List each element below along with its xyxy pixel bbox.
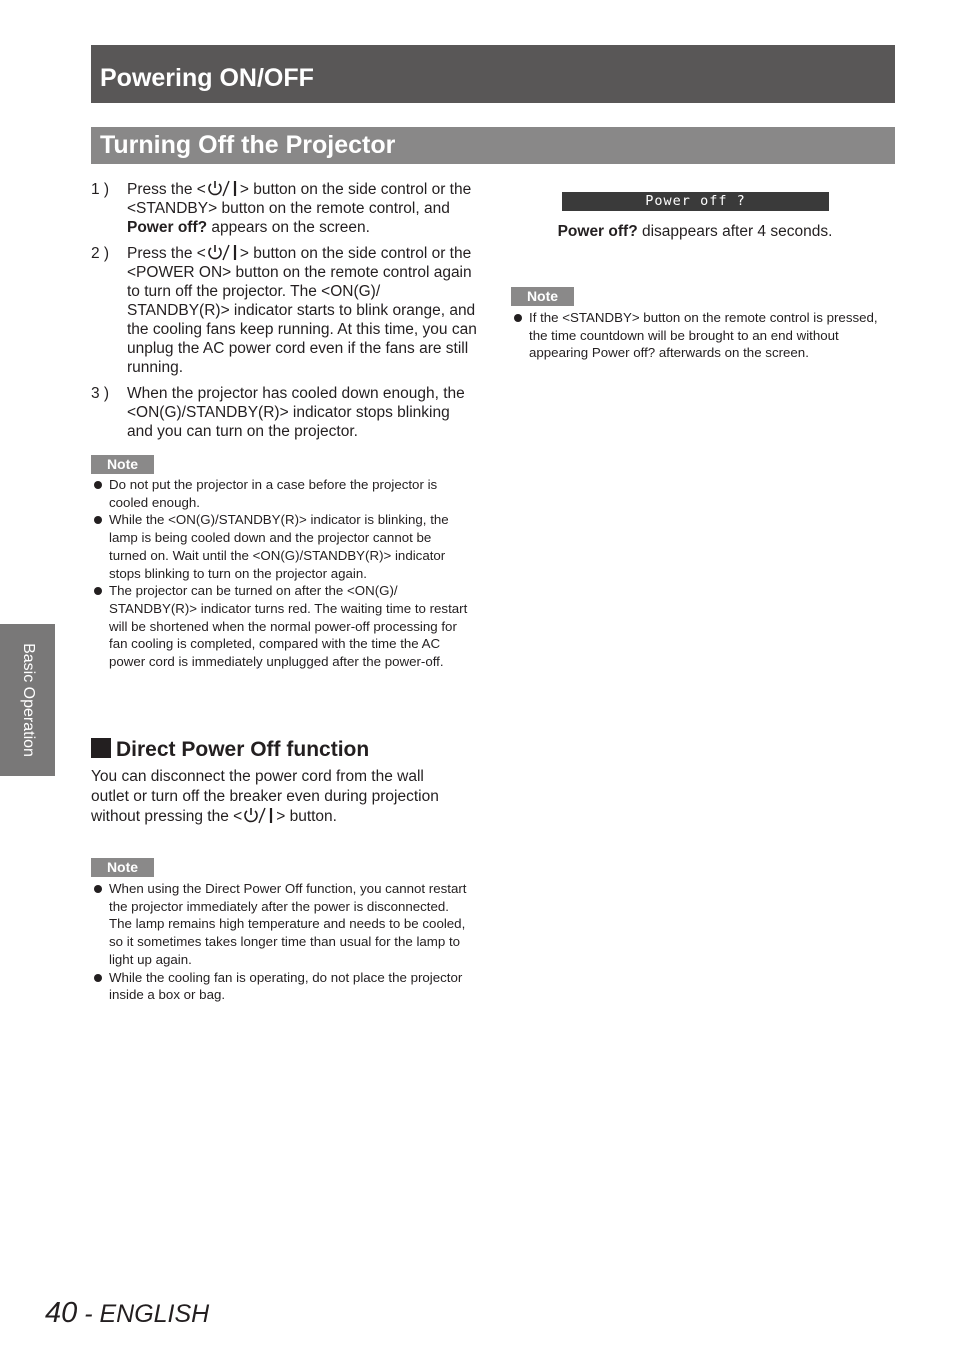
power-icon bbox=[206, 180, 240, 197]
direct-power-heading: Direct Power Off function bbox=[91, 738, 369, 762]
step-2 bbox=[91, 244, 481, 379]
power-icon bbox=[242, 807, 276, 824]
step-text: Press the < > button on the side control or the <POWER ON> button on the remote control again to turn off the projector. The <ON(G)/ STANDBY(R)> indicator starts to blink orange, and the cooling fans keep running. At this time, you can unplug the AC power cord even if the fans are still running. bbox=[127, 245, 477, 376]
section-title: Powering ON/OFF bbox=[100, 64, 314, 92]
power-icon bbox=[206, 244, 240, 261]
section-title-bar bbox=[91, 45, 895, 103]
step-1 bbox=[91, 180, 481, 240]
osd-caption: Power off? disappears after 4 seconds. bbox=[557, 223, 833, 240]
step-text: Press the < > button on the side control or the <STANDBY> button on the remote control, and Power off? appears on the screen. bbox=[127, 181, 472, 236]
note-item: When using the Direct Power Off function, you cannot restart the projector immediately after the power is disconnected. The lamp remains high temperature and needs to be cooled, so it sometimes takes longer time than usual for the lamp to light up again. bbox=[91, 880, 471, 969]
page-footer bbox=[45, 1297, 209, 1330]
side-tab-label: Basic Operation bbox=[19, 643, 37, 757]
step-number: 3 ) bbox=[91, 385, 110, 402]
page-number: 40 bbox=[45, 1297, 78, 1329]
step-text: When the projector has cooled down enough, the <ON(G)/STANDBY(R)> indicator stops blinking and you can turn on the projector. bbox=[127, 385, 465, 440]
note-label: Note bbox=[91, 455, 154, 474]
note-label: Note bbox=[91, 858, 154, 877]
osd-power-off-prompt: Power off ? bbox=[562, 192, 829, 211]
note-item: Do not put the projector in a case before the projector is cooled enough. bbox=[91, 476, 471, 511]
note-item: While the cooling fan is operating, do not place the projector inside a box or bag. bbox=[91, 969, 471, 1004]
subsection-title-bar bbox=[91, 127, 895, 164]
note-list bbox=[91, 880, 471, 1004]
step-number: 2 ) bbox=[91, 245, 110, 262]
direct-power-text: You can disconnect the power cord from the wall outlet or turn off the breaker even during projection without pressing the < > button. bbox=[91, 768, 439, 825]
square-bullet-icon bbox=[91, 738, 111, 758]
note-list bbox=[91, 476, 471, 671]
note-list bbox=[511, 309, 891, 362]
note-item: While the <ON(G)/STANDBY(R)> indicator is blinking, the lamp is being cooled down and the projector cannot be turned on. Wait until the <ON(G)/STANDBY(R)> indicator stops blinking to turn on the projector again. bbox=[91, 511, 471, 582]
side-tab bbox=[0, 624, 55, 776]
subsection-title: Turning Off the Projector bbox=[100, 131, 396, 159]
step-3 bbox=[91, 384, 481, 444]
page-language: - ENGLISH bbox=[77, 1300, 210, 1328]
note-label: Note bbox=[511, 287, 574, 306]
note-item: The projector can be turned on after the <ON(G)/ STANDBY(R)> indicator turns red. The waiting time to restart will be shortened when the normal power-off processing for fan cooling is completed, compared with the time the AC power cord is immediately unplugged after the power-off. bbox=[91, 582, 471, 671]
step-number: 1 ) bbox=[91, 181, 110, 198]
note-item: If the <STANDBY> button on the remote control is pressed, the time countdown will be brought to an end without appearing Power off? afterwards on the screen. bbox=[511, 309, 891, 362]
